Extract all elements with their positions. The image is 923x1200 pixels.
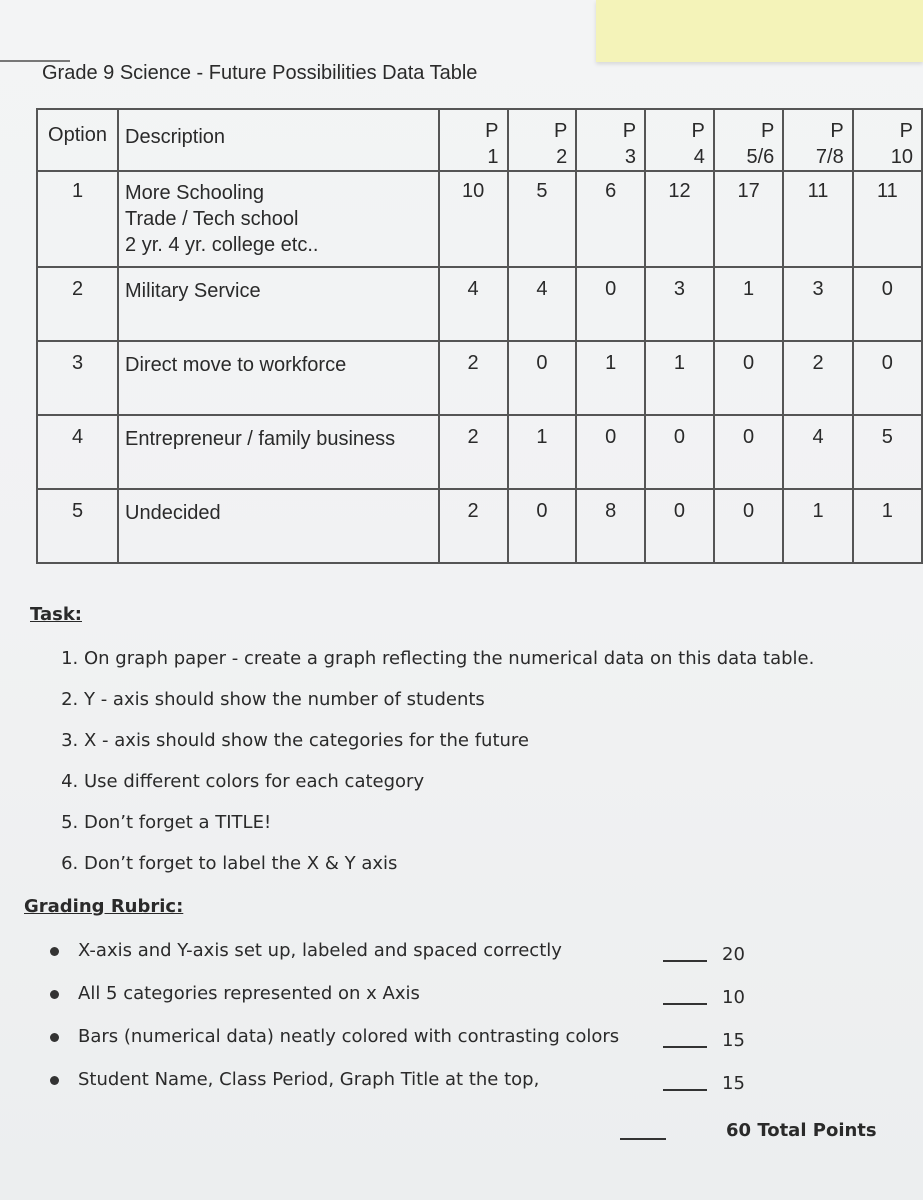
cell-value: 0 (576, 267, 645, 341)
cell-value: 2 (439, 415, 508, 489)
rubric-heading: Grading Rubric: (24, 896, 184, 917)
header-description: Description (118, 109, 439, 171)
cell-value: 12 (645, 171, 714, 267)
cell-value: 11 (783, 171, 852, 267)
header-period: P 4 (645, 109, 714, 171)
cell-description: Direct move to workforce (118, 341, 439, 415)
cell-value: 0 (645, 415, 714, 489)
bullet-icon (50, 1033, 59, 1042)
score-blank (620, 1138, 666, 1140)
rubric-list (50, 940, 880, 1112)
cell-value: 5 (508, 171, 577, 267)
table-row (37, 267, 922, 341)
rubric-item-points: 10 (722, 987, 745, 1008)
sticky-note (596, 0, 923, 62)
cell-value: 0 (853, 341, 922, 415)
cell-value: 2 (439, 489, 508, 563)
rubric-item-points: 15 (722, 1030, 745, 1051)
cell-value: 0 (576, 415, 645, 489)
task-heading: Task: (30, 604, 82, 625)
cell-value: 0 (508, 341, 577, 415)
header-period: P 2 (508, 109, 577, 171)
page-title: Grade 9 Science - Future Possibilities Data Table (42, 62, 478, 84)
cell-description: Undecided (118, 489, 439, 563)
cell-value: 4 (783, 415, 852, 489)
cell-value: 1 (783, 489, 852, 563)
cell-value: 1 (714, 267, 783, 341)
cell-option: 2 (37, 267, 118, 341)
cell-option: 1 (37, 171, 118, 267)
header-period: P 5/6 (714, 109, 783, 171)
task-item: 1. On graph paper - create a graph reflecting the numerical data on this data table. (84, 648, 814, 689)
cell-value: 11 (853, 171, 922, 267)
header-period: P 7/8 (783, 109, 852, 171)
cell-value: 3 (645, 267, 714, 341)
cell-description: More Schooling Trade / Tech school 2 yr. 4 yr. college etc.. (118, 171, 439, 267)
cell-value: 0 (714, 341, 783, 415)
cell-option: 3 (37, 341, 118, 415)
score-blank (663, 1003, 707, 1005)
rubric-item (50, 1069, 880, 1112)
task-item: 2. Y - axis should show the number of students (84, 689, 814, 730)
cell-value: 1 (576, 341, 645, 415)
rubric-item-text: All 5 categories represented on x Axis (78, 983, 420, 1004)
rubric-item-text: X-axis and Y-axis set up, labeled and spaced correctly (78, 940, 562, 961)
header-period: P 3 (576, 109, 645, 171)
cell-value: 4 (508, 267, 577, 341)
score-blank (663, 1046, 707, 1048)
cell-value: 0 (714, 489, 783, 563)
task-list (52, 648, 814, 894)
cell-value: 17 (714, 171, 783, 267)
cell-value: 8 (576, 489, 645, 563)
task-item: 4. Use different colors for each category (84, 771, 814, 812)
table-row (37, 489, 922, 563)
rubric-item-points: 15 (722, 1073, 745, 1094)
table-header-row (37, 109, 922, 171)
header-period: P 10 (853, 109, 922, 171)
rubric-item-text: Student Name, Class Period, Graph Title at the top, (78, 1069, 540, 1090)
cell-option: 5 (37, 489, 118, 563)
cell-value: 1 (853, 489, 922, 563)
cell-value: 5 (853, 415, 922, 489)
bullet-icon (50, 990, 59, 999)
table-row (37, 415, 922, 489)
cell-value: 2 (439, 341, 508, 415)
cell-value: 0 (645, 489, 714, 563)
data-table (36, 108, 923, 564)
task-item: 6. Don’t forget to label the X & Y axis (84, 853, 814, 894)
rubric-item (50, 983, 880, 1026)
cell-value: 1 (645, 341, 714, 415)
task-item: 5. Don’t forget a TITLE! (84, 812, 814, 853)
cell-description: Entrepreneur / family business (118, 415, 439, 489)
cell-value: 0 (508, 489, 577, 563)
rubric-item-points: 20 (722, 944, 745, 965)
bullet-icon (50, 947, 59, 956)
rubric-item (50, 1026, 880, 1069)
cell-value: 6 (576, 171, 645, 267)
bullet-icon (50, 1076, 59, 1085)
cell-value: 4 (439, 267, 508, 341)
header-option: Option (37, 109, 118, 171)
rubric-item-text: Bars (numerical data) neatly colored with contrasting colors (78, 1026, 620, 1047)
cell-value: 10 (439, 171, 508, 267)
cell-value: 0 (853, 267, 922, 341)
cell-value: 1 (508, 415, 577, 489)
cell-value: 3 (783, 267, 852, 341)
total-points-label: 60 Total Points (726, 1120, 877, 1141)
cell-value: 2 (783, 341, 852, 415)
rubric-item (50, 940, 880, 983)
cell-option: 4 (37, 415, 118, 489)
task-item: 3. X - axis should show the categories for the future (84, 730, 814, 771)
score-blank (663, 960, 707, 962)
table-row (37, 341, 922, 415)
cell-description: Military Service (118, 267, 439, 341)
score-blank (663, 1089, 707, 1091)
header-period: P 1 (439, 109, 508, 171)
cell-value: 0 (714, 415, 783, 489)
table-row (37, 171, 922, 267)
